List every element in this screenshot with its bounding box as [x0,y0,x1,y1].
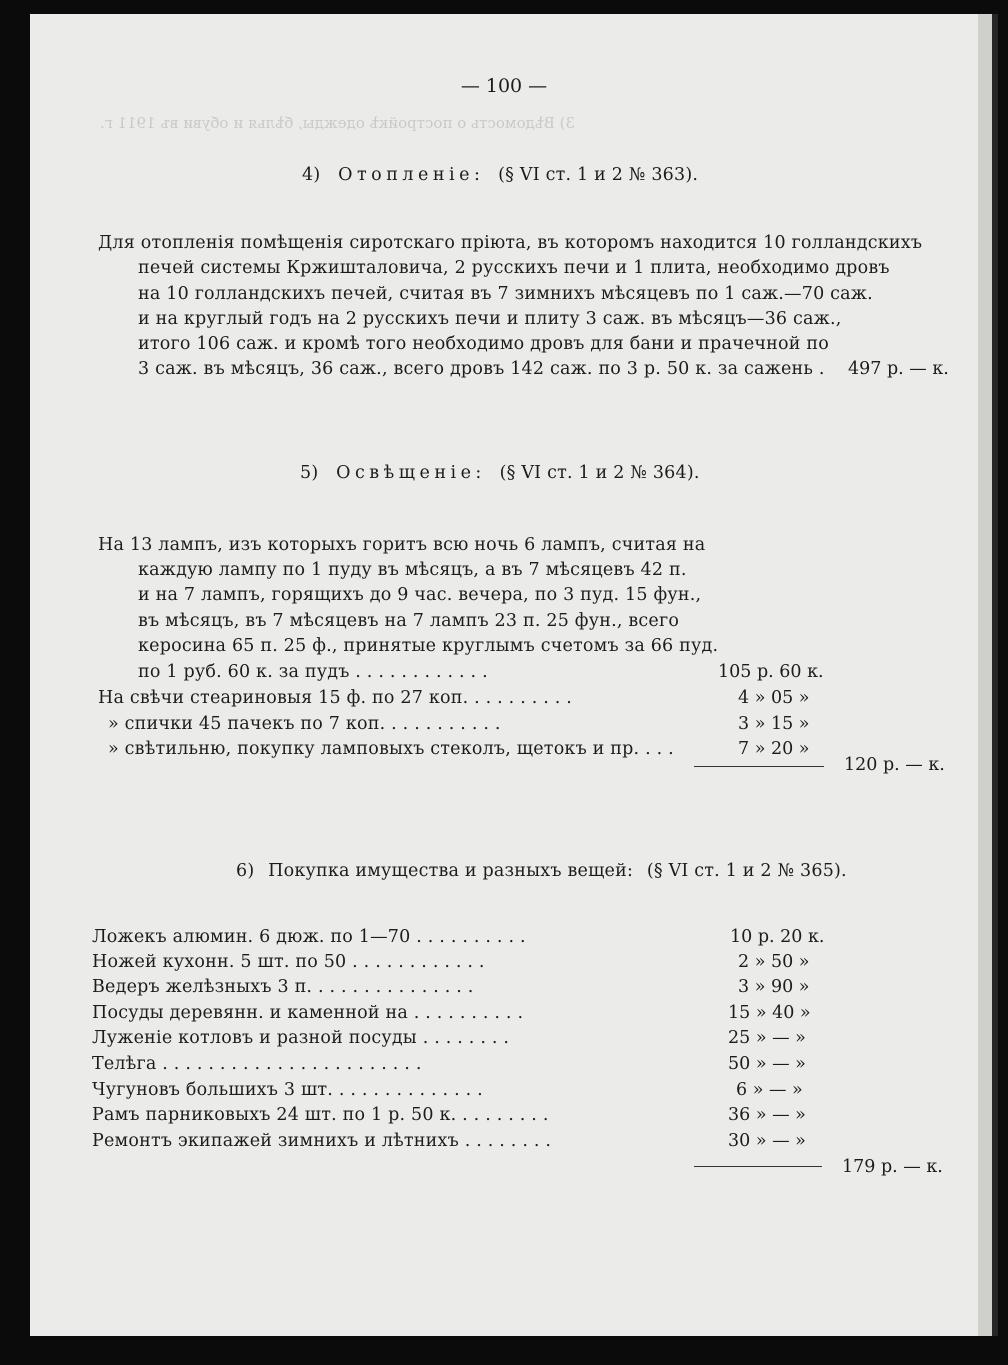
section-4-line: итого 106 саж. и кромѣ того необходимо дровъ для бани и прачечной по [138,334,829,354]
subtotal-rule [694,1166,822,1167]
section-6-title: Покупка имущества и разныхъ вещей: [268,861,634,881]
section-6-item: Ложекъ алюмин. 6 дюж. по 1—70 . . . . . . . . . . [92,927,526,947]
section-5-number: 5) [300,463,319,483]
section-4-line: и на круглый годъ на 2 русскихъ печи и плиту 3 саж. въ мѣсяцъ—36 саж., [138,309,842,329]
section-6-item: Чугуновъ большихъ 3 шт. . . . . . . . . . . . . . [92,1080,483,1100]
section-6-item-amount: 10 р. 20 к. [730,927,825,947]
section-6-item: Ножей кухонн. 5 шт. по 50 . . . . . . . . . . . . [92,952,485,972]
section-5-item-amount: 3 » 15 » [738,714,810,734]
section-6-item-amount: 25 » — » [728,1028,806,1048]
section-5-item: » свѣтильню, покупку ламповыхъ стеколъ, щетокъ и пр. . . . [108,739,674,759]
section-5-item: » спички 45 пачекъ по 7 коп. . . . . . . . . . . [108,714,501,734]
section-4-line: 3 саж. въ мѣсяцъ, 36 саж., всего дровъ 142 саж. по 3 р. 50 к. за сажень . [138,359,825,379]
section-5-line: и на 7 лампъ, горящихъ до 9 час. вечера, по 3 пуд. 15 фун., [138,585,702,605]
section-6-item: Ремонтъ экипажей зимнихъ и лѣтнихъ . . . . . . . . [92,1131,552,1151]
page-edge-shadow [992,14,998,1336]
subtotal-rule [694,766,824,767]
section-5-line: каждую лампу по 1 пуду въ мѣсяцъ, а въ 7 мѣсяцевъ 42 п. [138,560,687,580]
section-6-item-amount: 3 » 90 » [738,977,810,997]
section-4-reference: (§ VI ст. 1 и 2 № 363). [498,165,699,185]
section-5-heading [300,462,700,484]
section-5-item: На свѣчи стеариновыя 15 ф. по 27 коп. . . . . . . . . . [98,688,573,708]
section-6-item-amount: 6 » — » [736,1080,803,1100]
section-5-line: по 1 руб. 60 к. за пудъ . . . . . . . . . . . . [138,662,488,682]
section-6-item: Посуды деревянн. и каменной на . . . . . . . . . . [92,1003,524,1023]
section-6-item: Ведеръ желѣзныхъ 3 п. . . . . . . . . . . . . . . [92,977,474,997]
section-4-heading [302,164,698,186]
section-4-number: 4) [302,165,321,185]
section-6-item-amount: 50 » — » [728,1054,806,1074]
section-6-item-amount: 36 » — » [728,1105,806,1125]
section-5-item-amount: 7 » 20 » [738,739,810,759]
document-page [30,14,978,1336]
section-4-line: на 10 голландскихъ печей, считая въ 7 зимнихъ мѣсяцевъ по 1 саж.—70 саж. [138,284,873,304]
section-4-title: Отопленіе: [338,165,485,185]
section-5-item-amount: 4 » 05 » [738,688,810,708]
section-5-title: Освѣщеніе: [336,463,486,483]
section-6-reference: (§ VI ст. 1 и 2 № 365). [646,861,847,881]
section-4-line: Для отопленія помѣщенія сиротскаго пріюта, въ которомъ находится 10 голландскихъ [98,233,923,253]
page-number: — 100 — [460,75,548,97]
section-4-line: печей системы Кржишталовича, 2 русскихъ печи и 1 плита, необходимо дровъ [138,258,890,278]
section-5-item-amount: 105 р. 60 к. [718,662,824,682]
section-5-line: На 13 лампъ, изъ которыхъ горитъ всю ночь 6 лампъ, считая на [98,535,706,555]
section-6-heading [236,860,847,882]
section-6-item-amount: 15 » 40 » [728,1003,811,1023]
section-5-line: въ мѣсяцъ, въ 7 мѣсяцевъ на 7 лампъ 23 п. 25 фун., всего [138,611,680,631]
section-4-total: 497 р. — к. [848,359,949,379]
section-6-total: 179 р. — к. [842,1157,943,1177]
section-6-item: Рамъ парниковыхъ 24 шт. по 1 р. 50 к. . . . . . . . . [92,1105,549,1125]
section-6-item: Луженіе котловъ и разной посуды . . . . . . . . [92,1028,510,1048]
section-5-total: 120 р. — к. [844,755,945,775]
section-6-item-amount: 30 » — » [728,1131,806,1151]
section-6-number: 6) [236,861,255,881]
section-6-item-amount: 2 » 50 » [738,952,810,972]
page-edge [978,14,992,1336]
bleed-through: 3) Вѣдомость о постройкѣ одежды, бѣлья и обуви въ 1911 г. [100,114,576,132]
section-5-line: керосина 65 п. 25 ф., принятые круглымъ счетомъ за 66 пуд. [138,636,719,656]
section-6-item: Телѣга . . . . . . . . . . . . . . . . . . . . . . . [92,1054,422,1074]
section-5-reference: (§ VI ст. 1 и 2 № 364). [499,463,700,483]
